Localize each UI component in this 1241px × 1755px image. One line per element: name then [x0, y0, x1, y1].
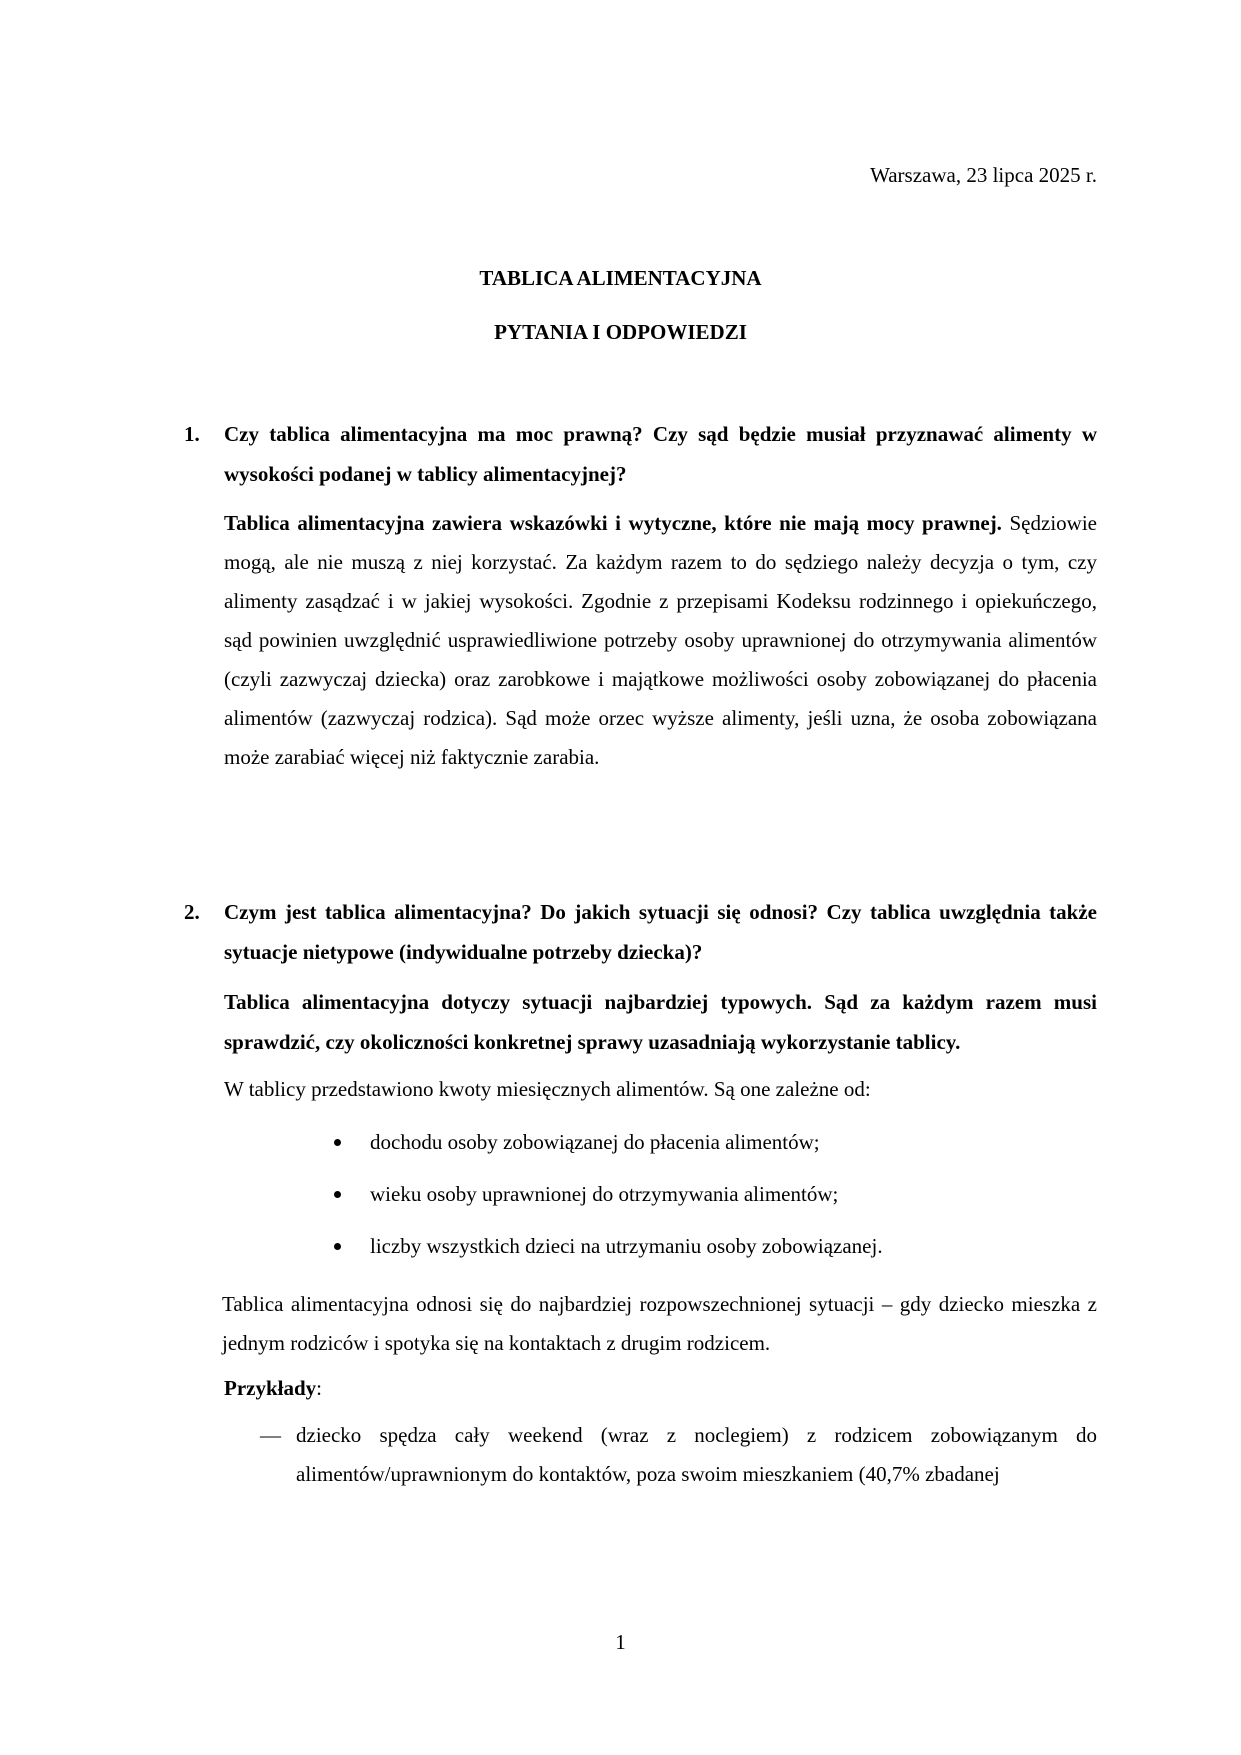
- situation-text: Tablica alimentacyjna odnosi się do najbardziej rozpowszechnionej sytuacji – gdy dziecko mieszka z jednym rodziców i spotyka się na kontaktach z drugim rodzicem.: [222, 1292, 1097, 1355]
- list-item: liczby wszystkich dzieci na utrzymaniu osoby zobowiązanej.: [224, 1233, 1097, 1260]
- question-2-number: 2.: [184, 900, 200, 924]
- question-1-number: 1.: [184, 422, 200, 446]
- criteria-list: [224, 1129, 1097, 1260]
- question-2-block: [224, 892, 1097, 1494]
- answer-2-intro: W tablicy przedstawiono kwoty miesięcznych alimentów. Są one zależne od:: [224, 1077, 871, 1101]
- answer-1: [224, 504, 1097, 777]
- answer-2-bold: Tablica alimentacyjna dotyczy sytuacji najbardziej typowych. Sąd za każdym razem musi sprawdzić, czy okoliczności konkretnej sprawy uzasadniają wykorzystanie tablicy.: [224, 990, 1097, 1054]
- answer-1-bold: Tablica alimentacyjna zawiera wskazówki i wytyczne, które nie mają mocy prawnej.: [224, 511, 1002, 535]
- document-subtitle: PYTANIA I ODPOWIEDZI: [494, 320, 747, 344]
- document-date: Warszawa, 23 lipca 2025 r.: [870, 163, 1097, 187]
- bullet-icon: [334, 1243, 341, 1250]
- page-number: 1: [615, 1630, 626, 1654]
- question-2-text: Czym jest tablica alimentacyjna? Do jakich sytuacji się odnosi? Czy tablica uwzględnia także sytuacje nietypowe (indywidualne potrzeby dziecka)?: [224, 900, 1097, 964]
- document-title: TABLICA ALIMENTACYJNA: [479, 266, 762, 290]
- list-item: dochodu osoby zobowiązanej do płacenia alimentów;: [224, 1129, 1097, 1156]
- dash-icon: —: [260, 1423, 281, 1447]
- answer-1-text: Sędziowie mogą, ale nie muszą z niej korzystać. Za każdym razem to do sędziego należy decyzja o tym, czy alimenty zasądzać i w jakiej wysokości. Zgodnie z przepisami Kodeksu rodzinnego i opiekuńczego, sąd powinien uwzględnić usprawiedliwione potrzeby osoby uprawnionej do otrzymywania alimentów (czyli zazwyczaj dziecka) oraz zarobkowe i majątkowe możliwości osoby zobowiązanej do płacenia alimentów (zazwyczaj rodzica). Sąd może orzec wyższe alimenty, jeśli uzna, że osoba zobowiązana może zarabiać więcej niż faktycznie zarabia.: [224, 511, 1097, 769]
- question-1-block: [224, 414, 1097, 777]
- bullet-icon: [334, 1191, 341, 1198]
- question-1-text: Czy tablica alimentacyjna ma moc prawną? Czy sąd będzie musiał przyznawać alimenty w wysokości podanej w tablicy alimentacyjnej?: [224, 422, 1097, 486]
- example-item: [224, 1416, 1097, 1494]
- examples-heading: Przykłady:: [224, 1376, 323, 1400]
- list-item: wieku osoby uprawnionej do otrzymywania alimentów;: [224, 1181, 1097, 1208]
- example-1-text: dziecko spędza cały weekend (wraz z noclegiem) z rodzicem zobowiązanym do alimentów/uprawnionym do kontaktów, poza swoim mieszkaniem (40,7% zbadanej: [296, 1423, 1097, 1486]
- bullet-icon: [334, 1139, 341, 1146]
